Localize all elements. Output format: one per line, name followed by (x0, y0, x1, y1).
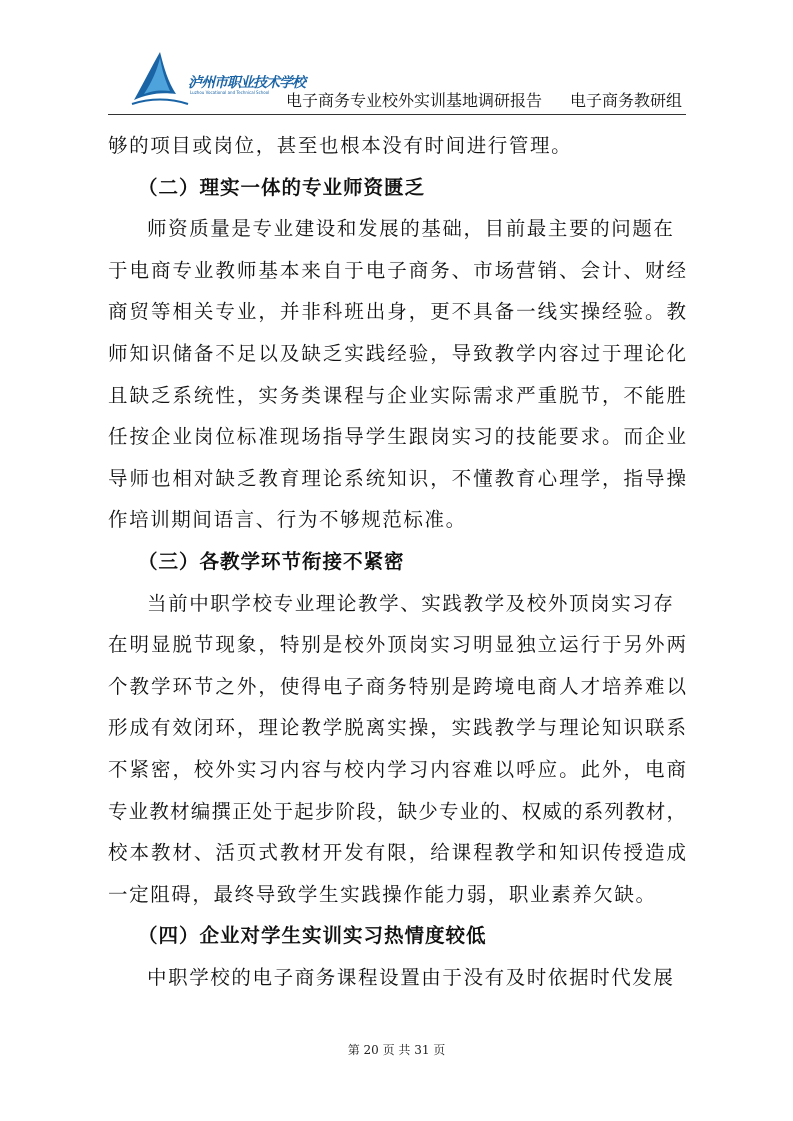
document-body (108, 125, 686, 998)
section-heading: （四）企业对学生实训实习热情度较低 (138, 924, 487, 948)
text-line: 校本教材、活页式教材开发有限，给课程教学和知识传授造成 (108, 841, 686, 865)
page-header (108, 48, 686, 118)
text-line: 任按企业岗位标准现场指导学生跟岗实习的技能要求。而企业 (108, 425, 686, 449)
logo-text: 泸州市职业技术学校 (188, 75, 305, 91)
logo-subtext: Luzhou Vocational and Technical School (190, 90, 270, 95)
text-line: 一定阻碍，最终导致学生实践操作能力弱，职业素养欠缺。 (108, 882, 657, 906)
section-heading: （三）各教学环节衔接不紧密 (138, 549, 405, 573)
text-line: 作培训期间语言、行为不够规范标准。 (108, 508, 467, 532)
text-line: 商贸等相关专业，并非科班出身，更不具备一线实操经验。教 (108, 300, 686, 324)
text-line: 在明显脱节现象，特别是校外顶岗实习明显独立运行于另外两 (108, 633, 686, 657)
research-group: 电子商务教研组 (569, 91, 682, 110)
text-line: 中职学校的电子商务课程设置由于没有及时依据时代发展 (147, 965, 675, 989)
text-line: 导师也相对缺乏教育理论系统知识，不懂教育心理学，指导操 (108, 466, 686, 490)
text-line: 够的项目或岗位，甚至也根本没有时间进行管理。 (108, 134, 573, 157)
section-heading: （二）理实一体的专业师资匮乏 (138, 175, 426, 199)
text-line: 于电商专业教师基本来自于电子商务、市场营销、会计、财经 (108, 258, 686, 282)
header-divider (108, 114, 686, 115)
page-number: 第 20 页 共 31 页 (347, 1043, 446, 1057)
text-line: 个教学环节之外，使得电子商务特别是跨境电商人才培养难以 (108, 674, 686, 698)
text-line: 师资质量是专业建设和发展的基础，目前最主要的问题在 (147, 217, 675, 241)
text-line: 形成有效闭环，理论教学脱离实操，实践教学与理论知识联系 (108, 716, 686, 740)
text-line: 不紧密，校外实习内容与校内学习内容难以呼应。此外，电商 (108, 757, 686, 781)
text-line: 师知识储备不足以及缺乏实践经验，导致教学内容过于理论化 (108, 341, 686, 365)
report-title: 电子商务专业校外实训基地调研报告 (286, 91, 543, 110)
school-logo (130, 48, 305, 110)
text-line: 专业教材编撰正处于起步阶段，缺少专业的、权威的系列教材， (108, 799, 686, 823)
text-line: 且缺乏系统性，实务类课程与企业实际需求严重脱节，不能胜 (108, 383, 686, 407)
text-line: 当前中职学校专业理论教学、实践教学及校外顶岗实习存 (147, 591, 675, 615)
